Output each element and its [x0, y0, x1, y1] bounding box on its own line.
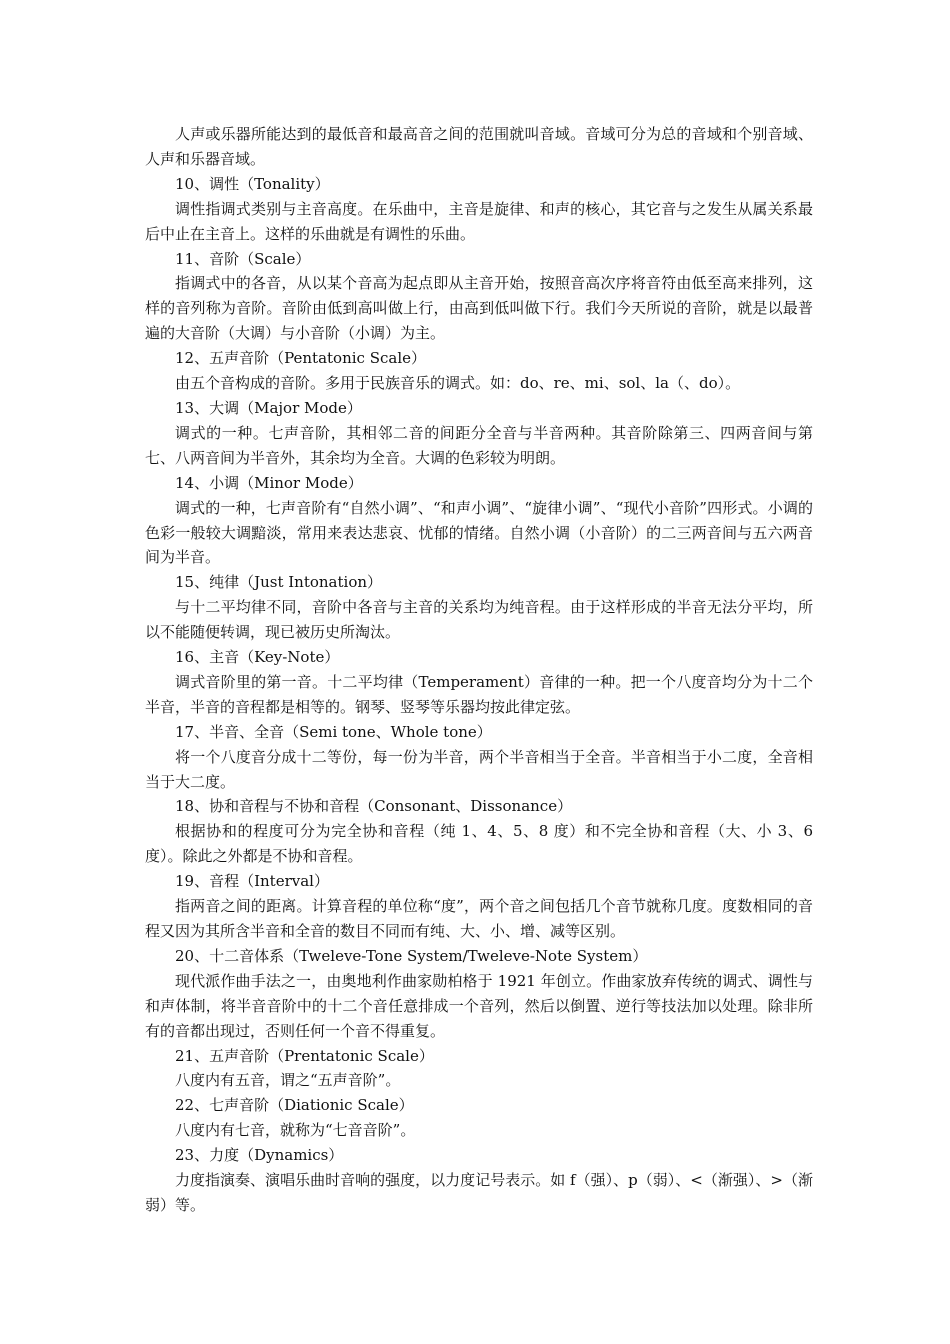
paragraph-just-intonation: 与十二平均律不同，音阶中各音与主音的关系均为纯音程。由于这样形成的半音无法分平均，所以不能随便转调，现已被历史所淘汰。 — [145, 598, 813, 642]
heading-key-note: 16、主音（Key-Note） — [175, 648, 340, 667]
heading-twelve-tone: 20、十二音体系（Tweleve-Tone System/Tweleve-Note System） — [175, 946, 648, 965]
paragraph-twelve-tone: 现代派作曲手法之一，由奥地利作曲家勋柏格于 1921 年创立。作曲家放弃传统的调式、调性与和声体制，将半音音阶中的十二个音任意排成一个音列，然后以倒置、逆行等技法加以处理。除非所有的音都出现过，否则任何一个音不得重复。 — [145, 971, 813, 1040]
heading-diatonic-scale: 22、七声音阶（Diationic Scale） — [175, 1096, 414, 1115]
paragraph-major-mode: 调式的一种。七声音阶，其相邻二音的间距分全音与半音两种。其音阶除第三、四两音间与第七、八两音间为半音外，其余均为全音。大调的色彩较为明朗。 — [145, 423, 813, 467]
heading-consonance: 18、协和音程与不协和音程（Consonant、Dissonance） — [175, 797, 573, 816]
paragraph-minor-mode: 调式的一种，七声音阶有“自然小调”、“和声小调”、“旋律小调”、“现代小音阶”四形式。小调的色彩一般较大调黯淡，常用来表达悲哀、忧郁的情绪。自然小调（小音阶）的二三两音间与五六两音间为半音。 — [145, 498, 813, 567]
paragraph-pentatonic-scale: 由五个音构成的音阶。多用于民族音乐的调式。如：do、re、mi、sol、la（、do）。 — [175, 374, 741, 393]
heading-tonality: 10、调性（Tonality） — [175, 174, 330, 193]
heading-major-mode: 13、大调（Major Mode） — [175, 398, 362, 417]
document-page — [145, 122, 813, 1218]
heading-pentatonic-scale: 12、五声音阶（Pentatonic Scale） — [175, 349, 426, 368]
heading-just-intonation: 15、纯律（Just Intonation） — [175, 573, 383, 592]
paragraph-scale: 指调式中的各音，从以某个音高为起点即从主音开始，按照音高次序将音符由低至高来排列，这样的音列称为音阶。音阶由低到高叫做上行，由高到低叫做下行。我们今天所说的音阶，就是以最普遍的大音阶（大调）与小音阶（小调）为主。 — [145, 274, 813, 343]
heading-pentatonic-octave: 21、五声音阶（Prentatonic Scale） — [175, 1046, 434, 1065]
paragraph-pentatonic-octave: 八度内有五音，谓之“五声音阶”。 — [175, 1071, 401, 1090]
paragraph-interval: 指两音之间的距离。计算音程的单位称“度”，两个音之间包括几个音节就称几度。度数相同的音程又因为其所含半音和全音的数目不同而有纯、大、小、增、减等区别。 — [145, 897, 813, 940]
heading-scale: 11、音阶（Scale） — [175, 249, 311, 268]
paragraph-key-note: 调式音阶里的第一音。十二平均律（Temperament）音律的一种。把一个八度音均分为十二个半音，半音的音程都是相等的。钢琴、竖琴等乐器均按此律定弦。 — [145, 672, 813, 716]
paragraph-range-definition: 人声或乐器所能达到的最低音和最高音之间的范围就叫音域。音域可分为总的音域和个别音域、人声和乐器音域。 — [145, 125, 813, 168]
paragraph-semitone-whole-tone: 将一个八度音分成十二等份，每一份为半音，两个半音相当于全音。半音相当于小二度，全音相当于大二度。 — [145, 747, 813, 791]
paragraph-tonality: 调性指调式类别与主音高度。在乐曲中，主音是旋律、和声的核心，其它音与之发生从属关系最后中止在主音上。这样的乐曲就是有调性的乐曲。 — [145, 199, 813, 243]
heading-semitone-whole-tone: 17、半音、全音（Semi tone、Whole tone） — [175, 722, 492, 741]
heading-dynamics: 23、力度（Dynamics） — [175, 1146, 344, 1165]
paragraph-consonance: 根据协和的程度可分为完全协和音程（纯 1、4、5、8 度）和不完全协和音程（大、小 3、6 度）。除此之外都是不协和音程。 — [145, 822, 813, 866]
heading-interval: 19、音程（Interval） — [175, 872, 329, 891]
paragraph-dynamics: 力度指演奏、演唱乐曲时音响的强度，以力度记号表示。如 f（强）、p（弱）、<（渐强）、>（渐弱）等。 — [145, 1171, 813, 1214]
paragraph-diatonic-scale: 八度内有七音，就称为“七音音阶”。 — [175, 1121, 416, 1140]
heading-minor-mode: 14、小调（Minor Mode） — [175, 473, 363, 492]
